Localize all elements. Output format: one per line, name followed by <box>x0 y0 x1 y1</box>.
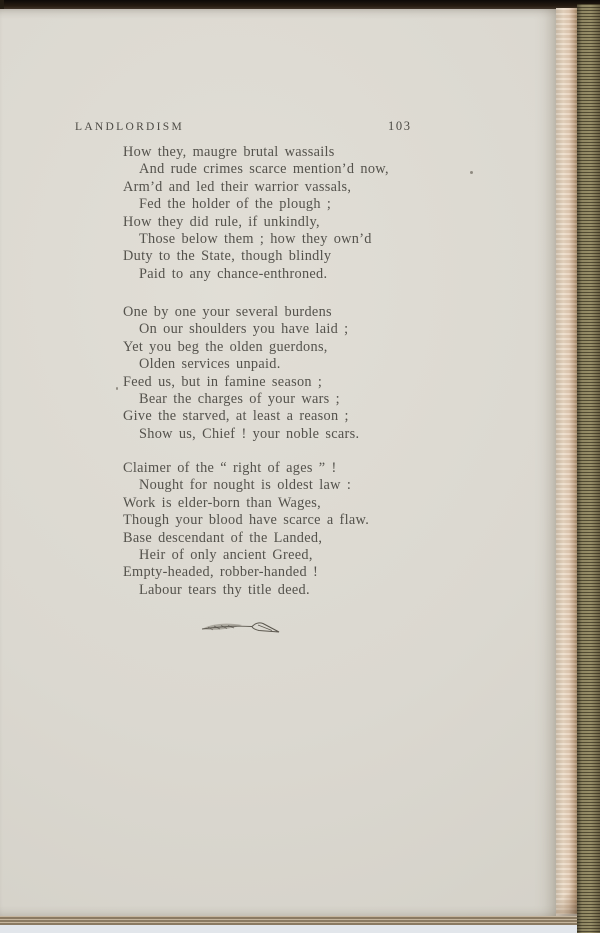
poem-line: How they, maugre brutal wassails <box>123 144 335 160</box>
poem-line: Yet you beg the olden guerdons, <box>123 338 328 355</box>
poem-line: Labour tears thy title deed. <box>139 581 310 598</box>
bottom-page-edges <box>0 916 577 925</box>
poem-line: Empty-headed, robber-handed ! <box>123 564 319 581</box>
paper-speck <box>470 171 473 174</box>
poem-line: Arm’d and led their warrior vassals, <box>123 178 352 195</box>
page-number: 103 <box>388 119 412 133</box>
poem-line: Claimer of the “ right of ages ” ! <box>123 460 337 476</box>
poem-line: Base descendant of the Landed, <box>123 529 323 546</box>
running-head-title: LANDLORDISM <box>75 121 184 133</box>
stanza <box>0 304 556 443</box>
stanza <box>0 460 556 599</box>
poem-line: Show us, Chief ! your noble scars. <box>139 425 360 442</box>
poem-line: And rude crimes scarce mention’d now, <box>139 161 389 178</box>
poem-line: One by one your several burdens <box>123 304 332 320</box>
poem <box>0 9 556 916</box>
poem-line: Heir of only ancient Greed, <box>139 547 313 564</box>
poem-line: Fed the holder of the plough ; <box>139 196 332 213</box>
poem-line: On our shoulders you have laid ; <box>139 321 349 338</box>
poem-line: Nought for nought is oldest law : <box>139 477 352 494</box>
quill-flourish-ornament <box>200 616 284 640</box>
book-page <box>0 9 556 916</box>
poem-line: Paid to any chance-enthroned. <box>139 265 328 282</box>
poem-line: Give the starved, at least a reason ; <box>123 408 349 425</box>
book-cover-cloth-edge <box>577 4 600 933</box>
poem-line: How they did rule, if unkindly, <box>123 213 320 230</box>
poem-line: Work is elder-born than Wages, <box>123 494 321 511</box>
stanza <box>0 144 556 283</box>
poem-line: Olden services unpaid. <box>139 356 281 373</box>
poem-line: Bear the charges of your wars ; <box>139 391 340 408</box>
poem-line: Feed us, but in famine season ; <box>123 373 323 390</box>
paper-speck <box>116 387 118 390</box>
page-fore-edges <box>556 8 577 914</box>
poem-line: Duty to the State, though blindly <box>123 248 332 265</box>
poem-line: Though your blood have scarce a flaw. <box>123 512 370 529</box>
background-surface <box>0 925 577 933</box>
poem-line: Those below them ; how they own’d <box>139 231 372 248</box>
book-gutter-shadow <box>0 0 600 9</box>
